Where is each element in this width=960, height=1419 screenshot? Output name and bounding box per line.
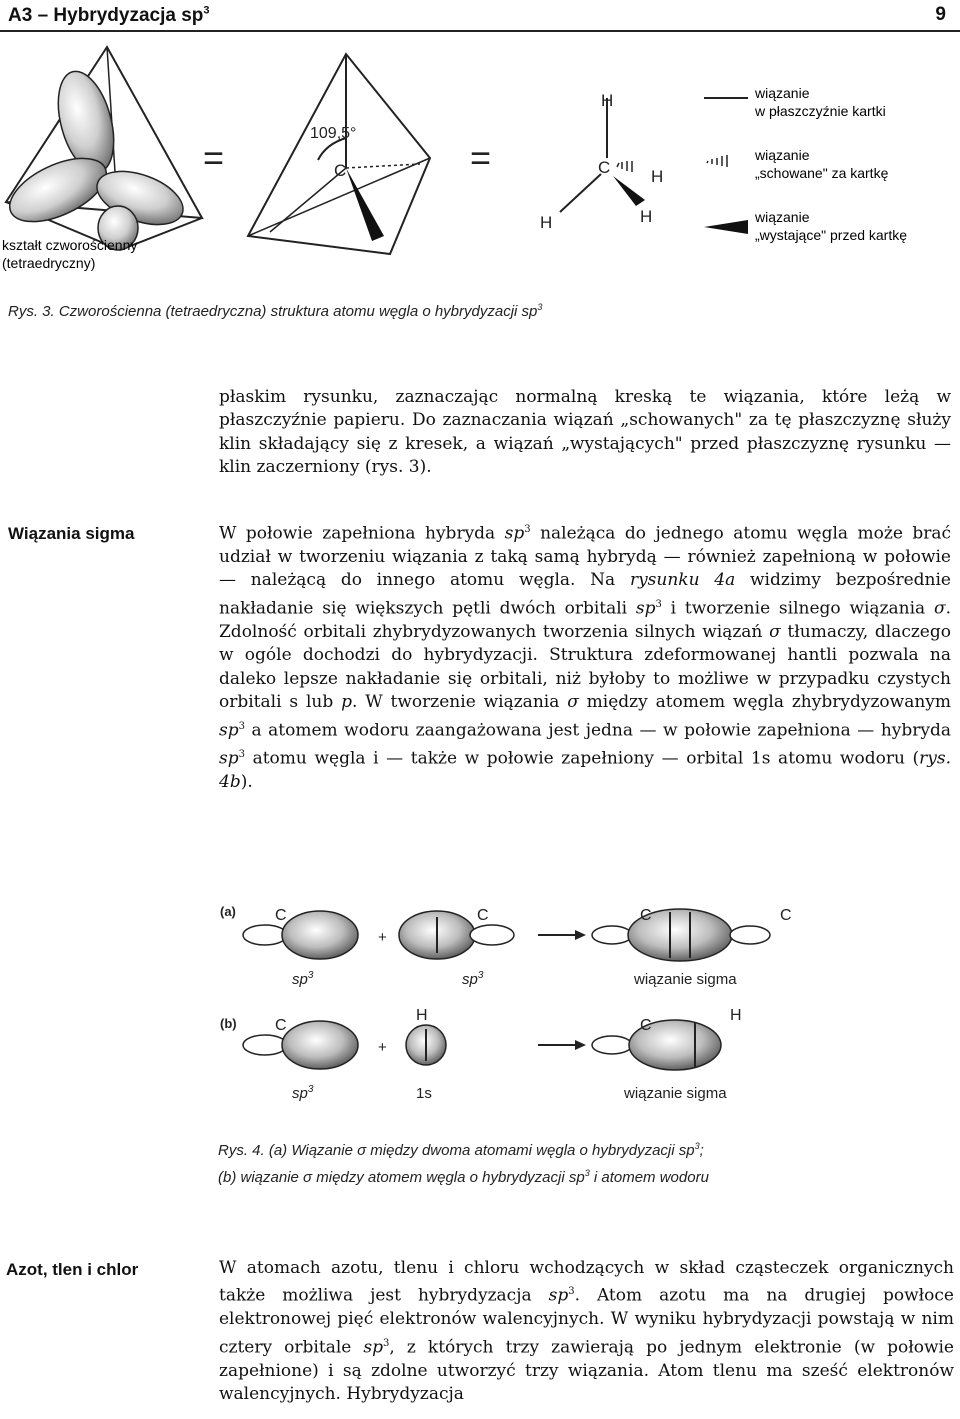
- legend-solid-wedge: [704, 220, 748, 234]
- orbital-sp3-b: [243, 1021, 358, 1069]
- tetrahedron-angle-drawing: [248, 54, 430, 254]
- legend-2-line2: „schowane" za kartkę: [755, 165, 889, 181]
- b-sp3-sup: 3: [307, 1084, 314, 1095]
- p2-seg: i tworzenie silnego wiązania: [661, 598, 934, 619]
- cap4-l2-end: i atomem wodoru: [589, 1169, 709, 1186]
- b-bond-c: C: [640, 1017, 652, 1034]
- p2-sigma: σ: [567, 692, 579, 713]
- legend-3-line1: wiązanie: [755, 209, 810, 225]
- b-1s-label: 1s: [416, 1085, 432, 1102]
- b-plus: +: [378, 1039, 387, 1056]
- figure-3-caption-sup: 3: [537, 302, 543, 312]
- side-heading-sigma-bonds: Wiązania sigma: [8, 524, 135, 543]
- p2-sigma: σ: [769, 621, 781, 642]
- p2-sup: 3: [238, 748, 245, 760]
- side-heading-nitrogen-oxygen-chlorine: Azot, tlen i chlor: [6, 1260, 139, 1279]
- legend-1-line2: w płaszczyźnie kartki: [755, 103, 886, 119]
- tetrahedron-orbital-drawing: [0, 47, 202, 250]
- paragraph-1-text: płaskim rysunku, zaznaczając normalną kreską te wiązania, które leżą w płaszczyźnie papieru. Do zaznaczania wiązań „schowanych" za tę płaszczyznę służy klin składający się z kresek, a wiązań „wystających" przed płaszczyznę rysunku — klin zaczerniony (rys. 3).: [219, 387, 951, 478]
- methane-h-top: H: [601, 91, 614, 110]
- p3-sup: 3: [568, 1286, 575, 1298]
- p2-sup: 3: [238, 720, 245, 732]
- paragraph-nitrogen-oxygen-chlorine: [219, 1257, 954, 1407]
- p2-seg: a atomem wodoru zaangażowana jest jedna — w połowie zapełniona — hybryda: [244, 720, 951, 741]
- p2-seg: . Zdolność orbitali zhybrydyzowanych tworzenia silnych wiązań: [219, 598, 951, 642]
- methane-h-right: H: [651, 167, 664, 186]
- header-title-sup: 3: [203, 4, 210, 17]
- a-c-right: C: [477, 907, 489, 924]
- p2-seg: ).: [240, 771, 253, 792]
- figure-4-caption: [218, 1135, 709, 1189]
- a-sigma-bond-label: wiązanie sigma: [634, 971, 737, 988]
- cap4-l2-sup: 3: [584, 1168, 590, 1178]
- methane-h-bottom: H: [640, 207, 653, 226]
- p2-ref: rys. 4b: [219, 748, 951, 792]
- p3-seg: , z których trzy zawierają po jednym elektronie (w połowie zapełnione) i są zdolne utworzyć trzy wiązania. Atom tlenu ma sześć elektronów walencyjnych. Hybrydyzacja: [219, 1337, 954, 1405]
- figure-4-sigma-bond: [200, 890, 840, 1130]
- figure-3-tetrahedral-structure: [0, 40, 960, 300]
- p3-seg: . Atom azotu ma na drugiej powłoce elektronowej pięć elektronów walencyjnych. W wyniku hybrydyzacji powstają w nim cztery orbitale: [219, 1286, 954, 1358]
- paragraph-continuation: [219, 386, 951, 480]
- a-bond-c-right: C: [780, 907, 792, 924]
- sigma-bond-ch: [592, 1020, 721, 1070]
- arrow-a: [538, 930, 586, 940]
- paragraph-3-text: [219, 1257, 954, 1407]
- sigma-bond-cc: [592, 909, 770, 961]
- figure-3-caption-text: Rys. 3. Czworościenna (tetraedryczna) struktura atomu węgla o hybrydyzacji sp: [8, 303, 538, 320]
- p3-sp: sp: [548, 1286, 569, 1307]
- p2-sp: sp: [504, 523, 525, 544]
- a-sp3-left-sup: 3: [307, 970, 314, 981]
- methane-h-left: H: [540, 213, 553, 232]
- p2-sp: sp: [219, 748, 239, 769]
- orbital-1s-b: [406, 1025, 446, 1065]
- equals-sign-1: =: [203, 137, 225, 178]
- legend-2-line1: wiązanie: [755, 147, 810, 163]
- b-sp3-label: [292, 1084, 314, 1102]
- figure-4a-label: (a): [220, 904, 236, 919]
- arrow-b: [538, 1040, 586, 1050]
- a-sp3-label-right: [462, 970, 484, 988]
- a-sp3-right-text: sp: [462, 971, 478, 988]
- b-bond-h: H: [730, 1007, 742, 1024]
- p2-seg: tłumaczy, dlaczego w ogóle dochodzi do hybrydyzacji. Struktura zdeformowanej hantli pozwala na daleko lepsze nakładanie się orbitali, niż byłoby to możliwe w przypadku czystych orbitali s lub: [219, 621, 951, 713]
- b-c: C: [275, 1017, 287, 1034]
- paragraph-sigma-bonds: [219, 518, 951, 794]
- legend-1-line1: wiązanie: [755, 85, 810, 101]
- p2-seg: widzimy bezpośrednie nakładanie się większych pętli dwóch orbitali: [219, 570, 951, 619]
- figure-4b-label: (b): [220, 1016, 237, 1031]
- p2-sp: sp: [219, 720, 239, 741]
- figure-3-caption: [8, 302, 542, 320]
- angle-carbon-label: C: [334, 161, 347, 180]
- p2-seg: W połowie zapełniona hybryda: [219, 523, 505, 544]
- orbital-sp3-left-a: [243, 911, 358, 959]
- a-sp3-right-sup: 3: [477, 970, 484, 981]
- b-sp3-text: sp: [292, 1085, 308, 1102]
- cap4-l1-end: ;: [699, 1142, 704, 1159]
- methane-wedge-structure: [560, 98, 645, 212]
- p3-seg: W atomach azotu, tlenu i chloru wchodzących w skład cząsteczek organicznych także możliwa jest hybrydyzacja: [219, 1258, 954, 1307]
- orbital-sp3-right-a: [399, 911, 514, 959]
- p2-sup: 3: [655, 598, 662, 610]
- cap4-l1-sup: 3: [694, 1141, 700, 1151]
- b-sigma-bond-label: wiązanie sigma: [624, 1085, 727, 1102]
- header-rule: [0, 30, 960, 32]
- angle-label: 109,5°: [310, 125, 357, 142]
- page-number: 9: [935, 4, 946, 25]
- p2-sup: 3: [524, 524, 531, 535]
- p2-seg: . W tworzenie wiązania: [351, 692, 568, 713]
- a-bond-c-left: C: [640, 907, 652, 924]
- a-sp3-left-text: sp: [292, 971, 308, 988]
- p2-sp: sp: [635, 598, 656, 619]
- a-sp3-label-left: [292, 970, 314, 988]
- p2-ref: rysunku 4a: [629, 570, 736, 591]
- tetra-label-line2: (tetraedryczny): [2, 255, 96, 271]
- p3-sp: sp: [363, 1337, 384, 1358]
- tetra-label-line1: kształt czworościenny: [2, 237, 138, 253]
- legend-3-line2: „wystające" przed kartkę: [755, 227, 908, 243]
- a-c-left: C: [275, 907, 287, 924]
- equals-sign-2: =: [470, 137, 492, 178]
- page-header-title: [8, 4, 210, 27]
- p2-p: p: [341, 692, 352, 713]
- p2-seg: należąca do jednego atomu węgla może brać udział w tworzeniu wiązania z taką samą hybrydą — również zapełnioną w połowie — należącą do innego atomu węgla. Na: [219, 523, 951, 591]
- methane-c: C: [598, 158, 611, 177]
- cap4-l2: (b) wiązanie σ między atomem węgla o hybrydyzacji sp: [218, 1169, 585, 1186]
- figure-4-caption-line1: [218, 1135, 709, 1162]
- a-plus: +: [378, 929, 387, 946]
- b-h: H: [416, 1007, 428, 1024]
- p2-seg: atomu węgla i — także w połowie zapełniony — orbital 1s atomu wodoru (: [244, 748, 920, 769]
- figure-4-caption-line2: [218, 1162, 709, 1189]
- cap4-l1: Rys. 4. (a) Wiązanie σ między dwoma atomami węgla o hybrydyzacji sp: [218, 1142, 695, 1159]
- p2-seg: między atomem węgla zhybrydyzowanym: [578, 692, 952, 713]
- p2-sigma: σ: [933, 598, 946, 619]
- p3-sup: 3: [383, 1337, 390, 1349]
- legend-dashed-wedge: [707, 155, 727, 167]
- header-title-text: A3 – Hybrydyzacja sp: [8, 5, 204, 26]
- paragraph-2-text: [219, 518, 951, 794]
